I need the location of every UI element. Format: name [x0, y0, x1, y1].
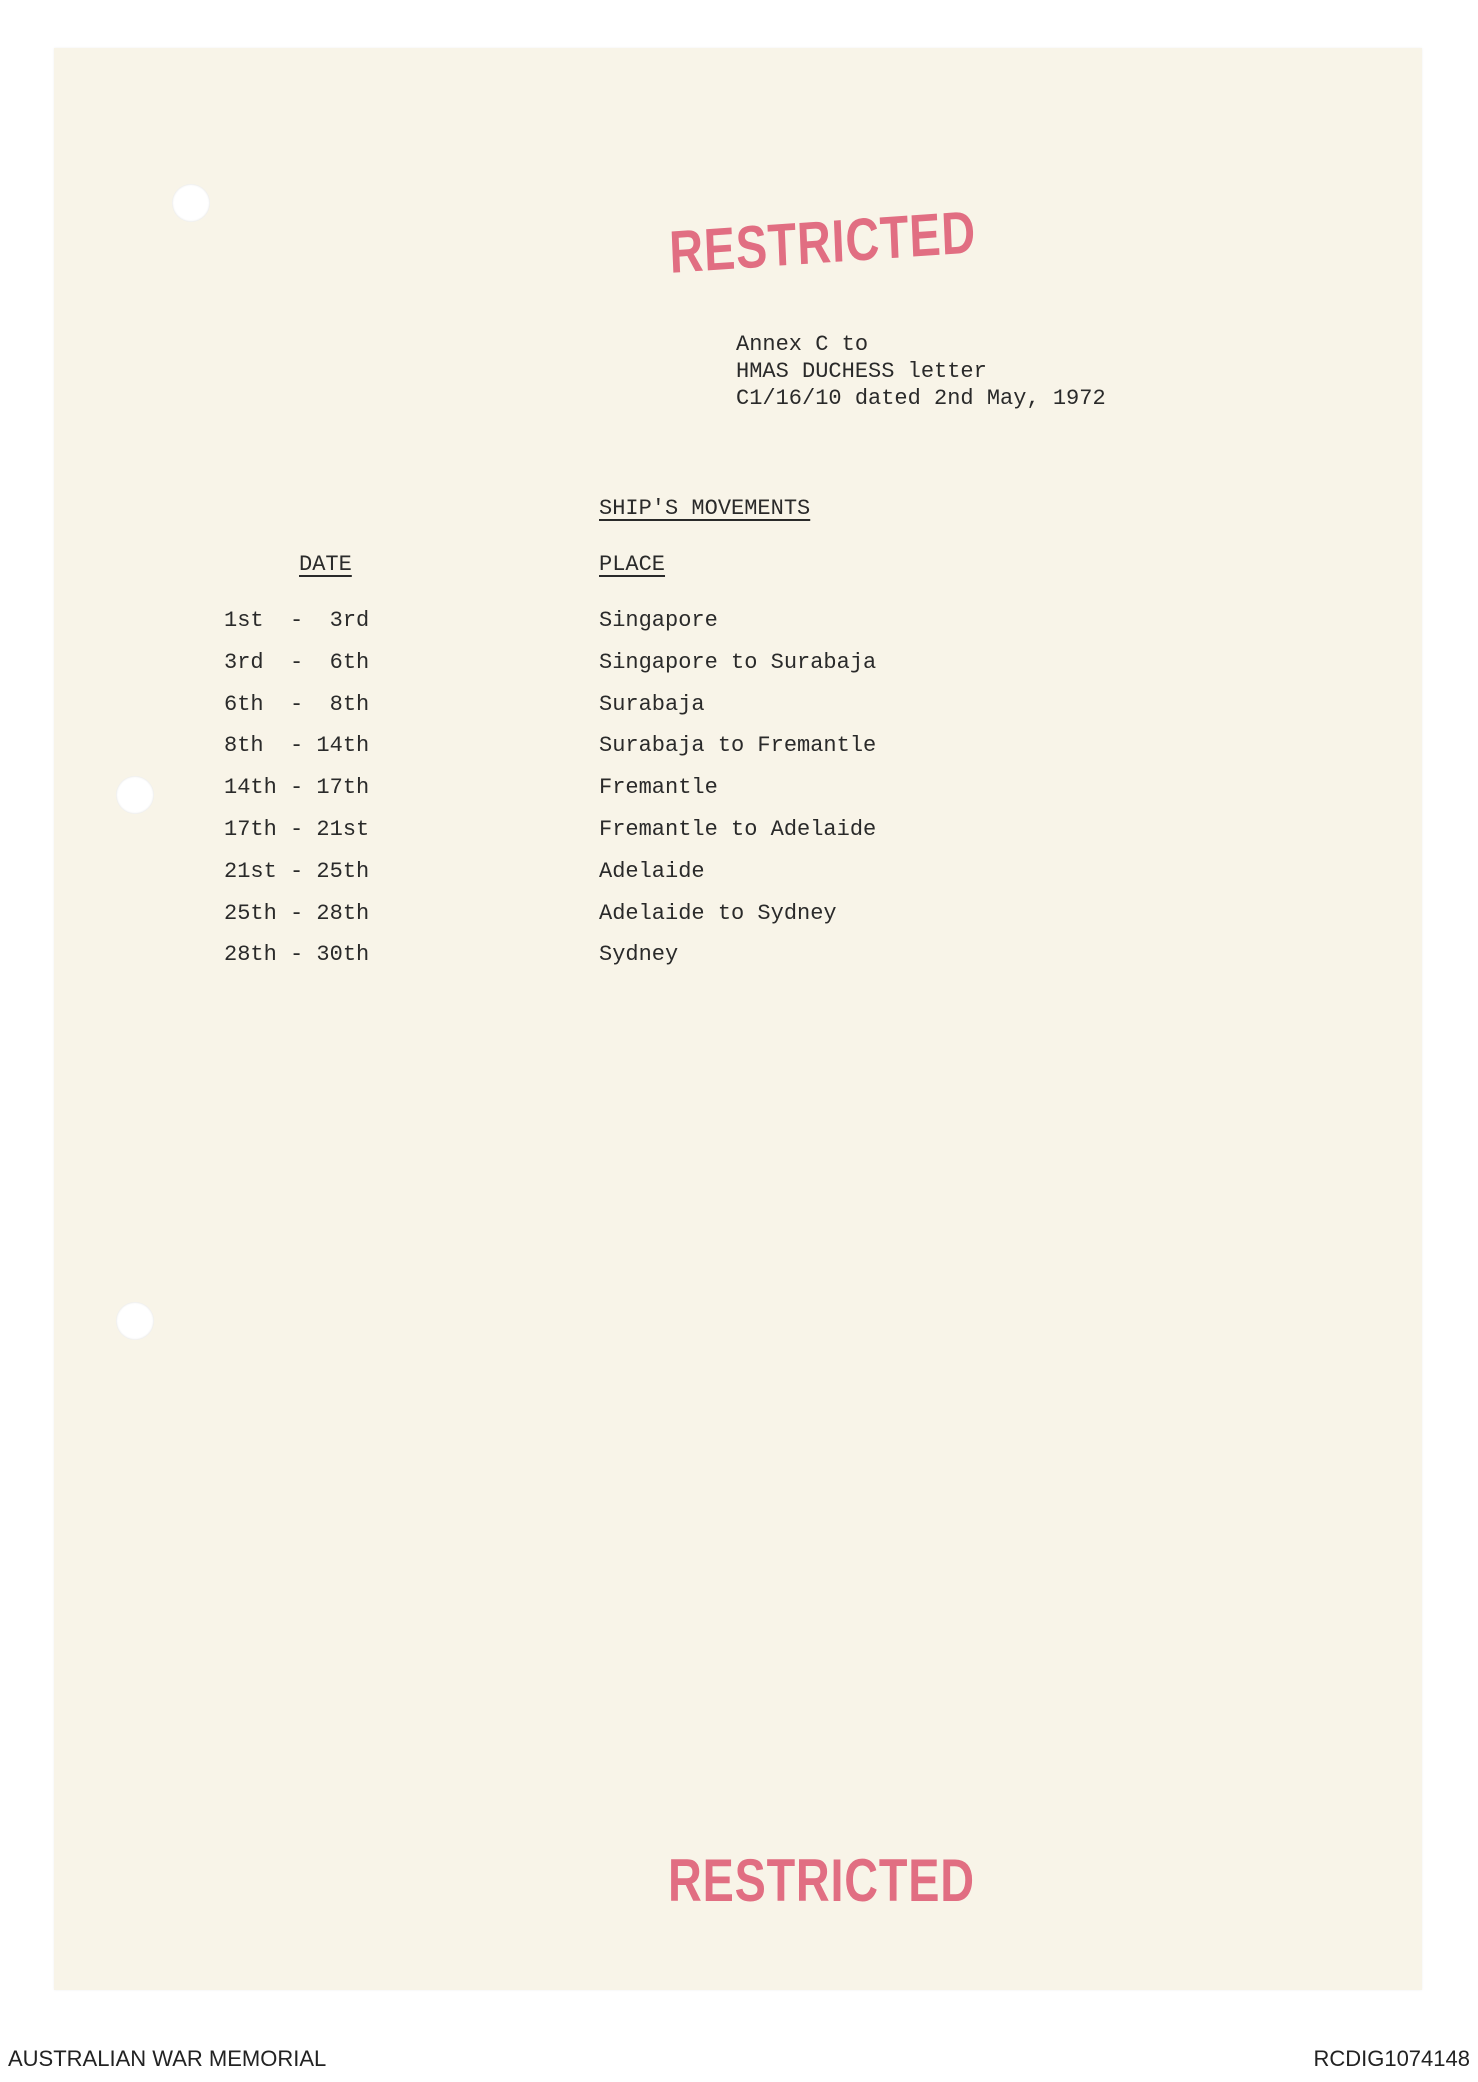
movement-place: Singapore to Surabaja	[599, 649, 877, 675]
movement-date: 6th - 8th	[224, 691, 370, 717]
movement-place: Singapore	[599, 608, 718, 633]
footer-archive-name: AUSTRALIAN WAR MEMORIAL	[8, 2046, 327, 2071]
movement-row	[54, 901, 1422, 941]
movement-date: 14th - 17th	[224, 775, 370, 801]
movement-row	[54, 775, 1422, 815]
movement-place: Fremantle	[599, 775, 718, 801]
movement-place: Sydney	[599, 942, 679, 968]
movement-row	[54, 817, 1422, 857]
punch-hole-bottom	[116, 1302, 154, 1340]
reference-line-1: Annex C to	[736, 332, 869, 357]
movement-place: Surabaja	[599, 691, 705, 717]
movement-row	[54, 942, 1422, 982]
restricted-stamp-bottom: RESTRICTED	[668, 1847, 975, 1914]
movement-date: 21st - 25th	[224, 858, 370, 884]
date-column-header: DATE	[299, 552, 352, 577]
reference-line-3: C1/16/10 dated 2nd May, 1972	[736, 386, 1106, 411]
reference-line-2: HMAS DUCHESS letter	[736, 359, 987, 384]
punch-hole-top	[172, 184, 210, 222]
movement-row	[54, 608, 1422, 648]
movement-place: Adelaide	[599, 858, 705, 884]
movement-date: 3rd - 6th	[224, 649, 370, 675]
movement-row	[54, 692, 1422, 732]
document-page	[54, 48, 1422, 1990]
page-title: SHIP'S MOVEMENTS	[599, 496, 811, 521]
movement-date: 8th - 14th	[224, 733, 370, 759]
movement-row	[54, 650, 1422, 690]
movement-row	[54, 733, 1422, 773]
movement-place: Fremantle to Adelaide	[599, 817, 877, 842]
movement-place: Adelaide to Sydney	[599, 900, 837, 926]
movement-date: 1st - 3rd	[224, 608, 370, 633]
movement-date: 28th - 30th	[224, 942, 370, 968]
movement-date: 17th - 21st	[224, 817, 370, 842]
movement-date: 25th - 28th	[224, 900, 370, 926]
movement-row	[54, 859, 1422, 899]
footer-record-id: RCDIG1074148	[1313, 2046, 1470, 2071]
restricted-stamp-top: RESTRICTED	[668, 198, 978, 286]
place-column-header: PLACE	[599, 552, 666, 577]
movement-place: Surabaja to Fremantle	[599, 733, 877, 759]
